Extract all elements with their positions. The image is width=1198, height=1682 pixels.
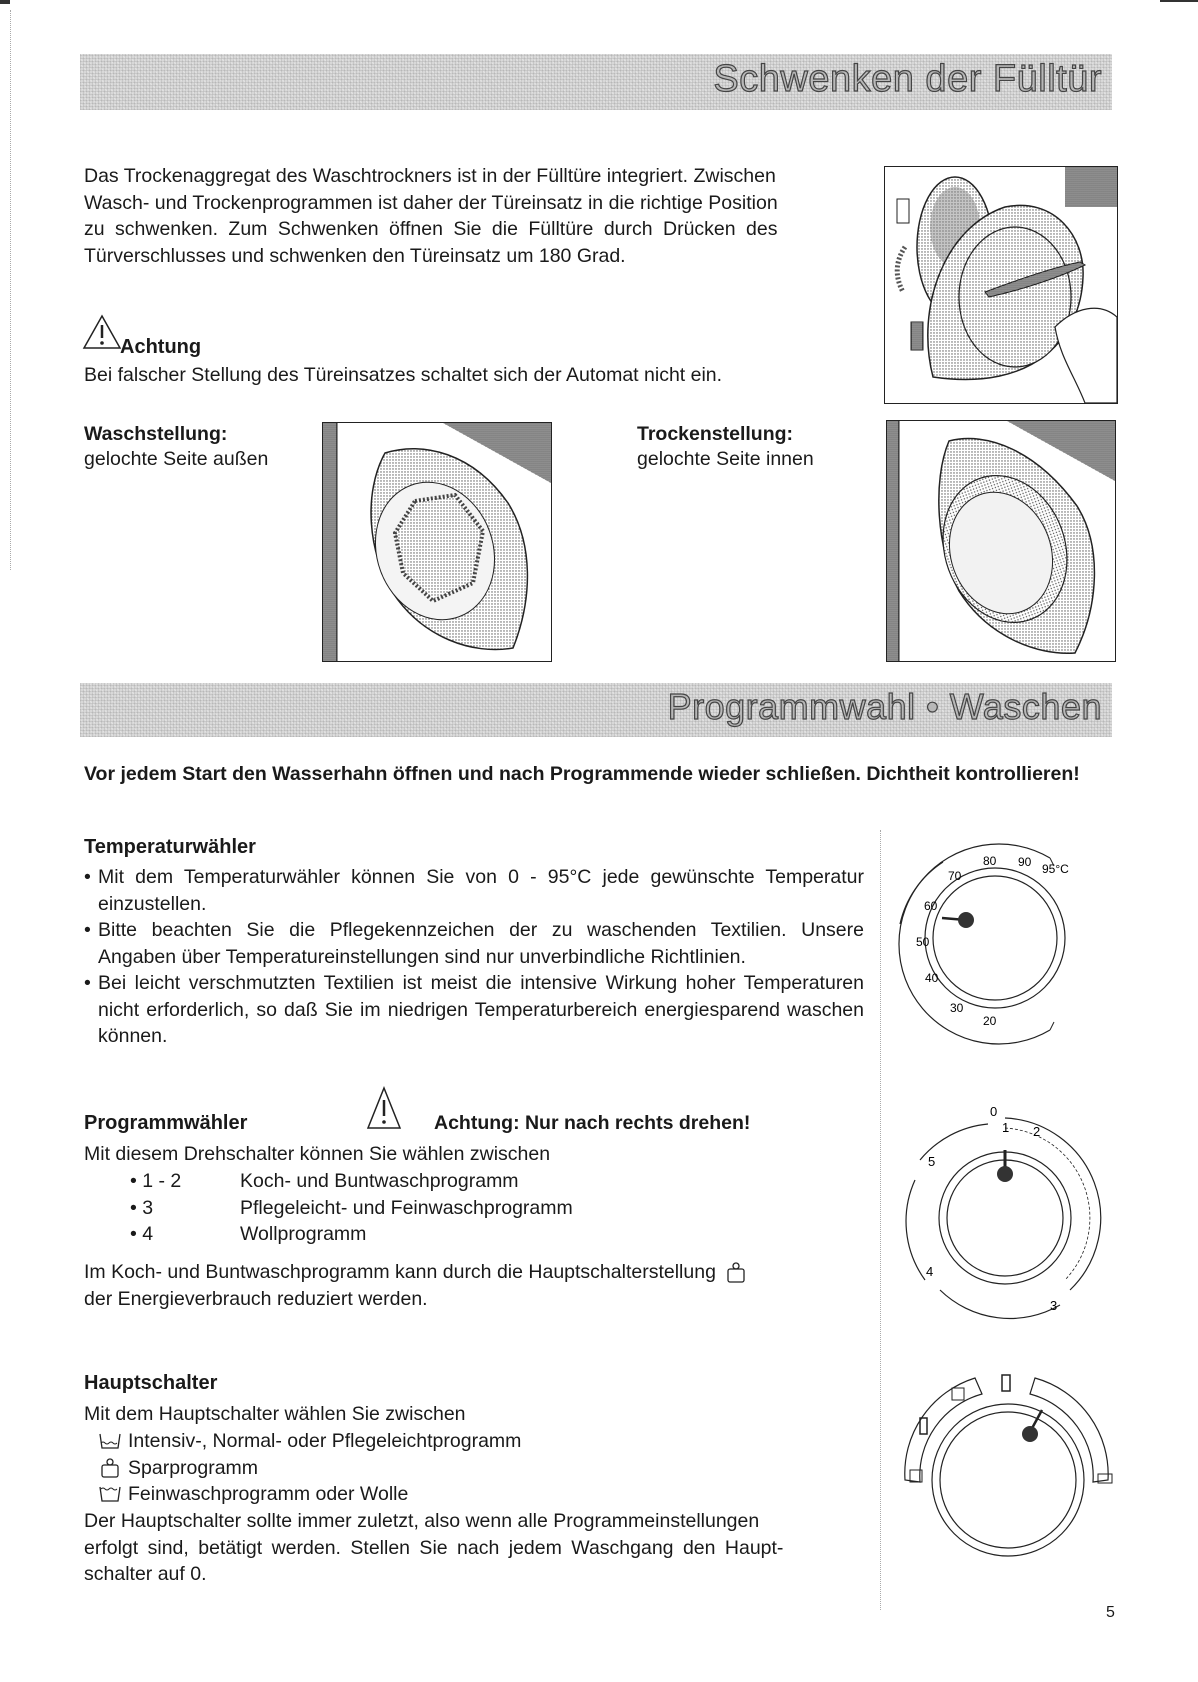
temperature-bullet	[84, 864, 864, 917]
section-title: Schwenken der Fülltür	[713, 58, 1102, 100]
wash-position-desc: gelochte Seite außen	[84, 448, 269, 470]
program-item	[84, 1168, 844, 1195]
dial-label: 30	[950, 1001, 964, 1015]
bullet-text: Bitte beachten Sie die Pflegekennzeichen der zu waschenden Textilien. Unsere Angaben über Temperatureinstellungen sind nur unverbindliche Richtlinien.	[98, 919, 864, 968]
program-item	[84, 1221, 844, 1248]
left-margin-line	[10, 10, 11, 570]
warning-label: Achtung	[120, 336, 202, 358]
main-switch-heading: Hauptschalter	[84, 1372, 218, 1394]
intro-line: zu schwenken. Zum Schwenken öffnen Sie die Fülltüre durch Drücken des	[84, 218, 778, 240]
section-banner-programmwahl	[80, 683, 1112, 737]
dial-label: 20	[983, 1014, 997, 1028]
dial-label: 60	[924, 899, 938, 913]
temperature-dial-diagram	[880, 820, 1110, 1050]
dry-position-label: Trockenstellung:	[637, 423, 794, 445]
water-tap-notice: Vor jedem Start den Wasserhahn öffnen und nach Programmende wieder schließen. Dichtheit kontrollieren!	[84, 763, 1080, 785]
weight-saving-icon	[726, 1260, 746, 1284]
page-number: 5	[1106, 1604, 1115, 1621]
bullet-dot: •	[84, 972, 91, 994]
dial-label: 1	[1002, 1120, 1010, 1135]
program-heading: Programmwähler	[84, 1112, 248, 1134]
main-switch-dial-diagram	[890, 1360, 1130, 1560]
note-line: erfolgt sind, betätigt werden. Stellen Sie nach jedem Waschgang den Haupt-	[84, 1536, 784, 1559]
program-number: • 4	[130, 1223, 154, 1245]
section-banner-schwenken	[80, 54, 1112, 110]
note-line: schalter auf 0.	[84, 1563, 207, 1585]
option-label: Sparprogramm	[128, 1456, 259, 1479]
program-label: Koch- und Buntwaschprogramm	[240, 1170, 519, 1192]
energy-note-line: der Energieverbrauch reduziert werden.	[84, 1287, 428, 1310]
program-warning: Achtung: Nur nach rechts drehen!	[434, 1112, 751, 1134]
intro-paragraph	[84, 163, 862, 269]
bullet-dot: •	[84, 866, 91, 888]
dial-label: 90	[1018, 855, 1032, 869]
energy-note	[84, 1259, 864, 1312]
bullet-text: Bei leicht verschmutzten Textilien ist meist die intensive Wirkung hoher Temperaturen nicht erforderlich, so daß Sie im niedrigen Temperaturbereich energiesparend waschen können.	[98, 972, 864, 1047]
dial-label: 80	[983, 854, 997, 868]
program-item	[84, 1195, 844, 1222]
main-switch-option	[92, 1455, 521, 1482]
program-label: Pflegeleicht- und Feinwaschprogramm	[240, 1196, 573, 1219]
intro-line: Türverschlusses und schwenken den Türeinsatz um 180 Grad.	[84, 244, 626, 267]
dial-label: 40	[925, 971, 939, 985]
temperature-bullet	[84, 917, 864, 970]
weight-saving-icon	[92, 1457, 128, 1479]
warning-triangle-icon	[82, 314, 122, 350]
tub-gentle-icon	[92, 1485, 128, 1503]
bullet-dot: •	[84, 919, 91, 941]
wash-position-figure	[322, 422, 552, 662]
dial-label: 0	[990, 1104, 998, 1119]
door-swing-illustration	[885, 167, 1117, 403]
warning-text: Bei falscher Stellung des Türeinsatzes schaltet sich der Automat nicht ein.	[84, 364, 723, 386]
dial-label: 5	[928, 1154, 936, 1169]
dial-label: 3	[1050, 1298, 1058, 1313]
option-label: Intensiv-, Normal- oder Pflegeleichtprogramm	[128, 1430, 522, 1452]
intro-line: Das Trockenaggregat des Waschtrockners ist in der Fülltüre integriert. Zwischen	[84, 165, 776, 187]
temperature-bullet	[84, 970, 864, 1050]
note-line: Der Hauptschalter sollte immer zuletzt, also wenn alle Programmeinstellungen	[84, 1510, 760, 1532]
temperature-heading: Temperaturwähler	[84, 836, 256, 858]
wash-position-label: Waschstellung:	[84, 423, 228, 445]
dial-label: 4	[926, 1264, 934, 1279]
dial-label: 2	[1033, 1124, 1041, 1139]
door-dry-position-illustration	[887, 421, 1115, 661]
scan-mark-top-left	[0, 0, 10, 4]
dial-label: 50	[916, 935, 930, 949]
program-label: Wollprogramm	[240, 1223, 367, 1245]
main-switch-option	[92, 1481, 521, 1508]
dry-position-desc: gelochte Seite innen	[637, 448, 814, 470]
energy-note-line: Im Koch- und Buntwaschprogramm kann durch die Hauptschalterstellung	[84, 1261, 716, 1283]
tub-intensive-icon	[92, 1432, 128, 1450]
scan-mark-top-right	[1160, 0, 1198, 2]
option-label: Feinwaschprogramm oder Wolle	[128, 1483, 409, 1505]
dial-label: 95°C	[1042, 862, 1069, 876]
intro-line: Wasch- und Trockenprogrammen ist daher der Türeinsatz in die richtige Position	[84, 191, 778, 214]
section-title: Programmwahl • Waschen	[667, 686, 1102, 727]
warning-triangle-icon	[366, 1086, 402, 1130]
main-switch-options	[92, 1428, 521, 1508]
main-switch-intro: Mit dem Hauptschalter wählen Sie zwischen	[84, 1403, 466, 1425]
dial-label: 70	[948, 869, 962, 883]
program-list	[84, 1168, 844, 1248]
door-wash-position-illustration	[323, 423, 551, 661]
temperature-bullets	[84, 864, 864, 1050]
main-switch-option	[92, 1428, 521, 1455]
program-intro: Mit diesem Drehschalter können Sie wählen zwischen	[84, 1143, 551, 1165]
main-switch-note	[84, 1508, 864, 1588]
dry-position-figure	[886, 420, 1116, 662]
program-dial-diagram	[890, 1100, 1120, 1330]
program-number: • 3	[130, 1196, 154, 1219]
door-swing-figure	[884, 166, 1118, 404]
bullet-text: Mit dem Temperaturwähler können Sie von 0 - 95°C jede gewünschte Temperatur einzustellen.	[98, 866, 864, 915]
program-number: • 1 - 2	[130, 1170, 182, 1192]
